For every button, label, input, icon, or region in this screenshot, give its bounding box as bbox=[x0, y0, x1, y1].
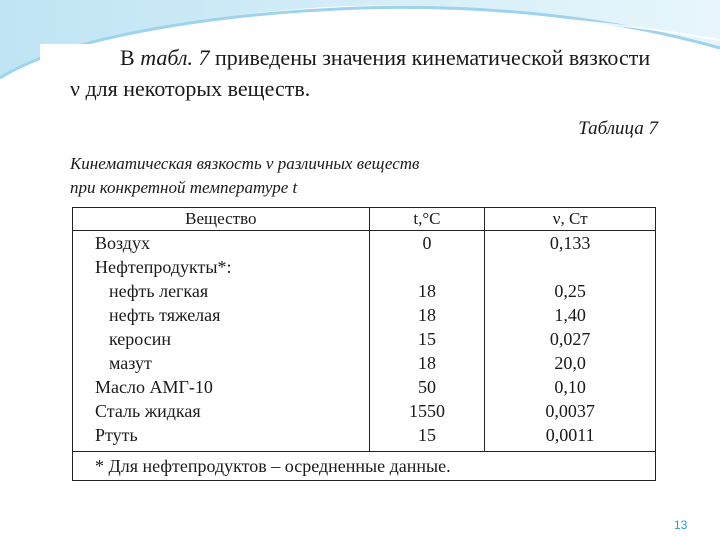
cell-temperature: 15 bbox=[369, 327, 485, 351]
table-row bbox=[73, 351, 656, 375]
cell-viscosity: 0,0011 bbox=[485, 423, 656, 452]
cell-substance: Сталь жидкая bbox=[73, 399, 370, 423]
cell-substance: Ртуть bbox=[73, 423, 370, 452]
intro-text-2: приведены значения кинематической вязкости bbox=[209, 45, 651, 70]
table-footnote: * Для нефтепродуктов – осредненные данные. bbox=[73, 452, 656, 481]
table-row bbox=[73, 375, 656, 399]
cell-viscosity: 20,0 bbox=[485, 351, 656, 375]
table-row bbox=[73, 423, 656, 452]
cell-substance: нефть тяжелая bbox=[73, 303, 370, 327]
table-row bbox=[73, 231, 656, 256]
table-caption bbox=[70, 152, 570, 200]
cell-viscosity: 0,133 bbox=[485, 231, 656, 256]
cell-temperature: 18 bbox=[369, 303, 485, 327]
header-substance: Вещество bbox=[73, 208, 370, 231]
table-row bbox=[73, 303, 656, 327]
viscosity-table bbox=[72, 207, 656, 481]
intro-paragraph bbox=[70, 42, 670, 104]
table-row bbox=[73, 399, 656, 423]
header-temperature: t,°C bbox=[369, 208, 485, 231]
table-row bbox=[73, 327, 656, 351]
cell-temperature: 50 bbox=[369, 375, 485, 399]
cell-temperature bbox=[369, 255, 485, 279]
table-row bbox=[73, 255, 656, 279]
intro-text-3: ν для некоторых веществ. bbox=[70, 76, 311, 101]
cell-viscosity: 0,0037 bbox=[485, 399, 656, 423]
cell-viscosity bbox=[485, 255, 656, 279]
page-number: 13 bbox=[674, 518, 688, 532]
header-viscosity: ν, Ст bbox=[485, 208, 656, 231]
cell-viscosity: 1,40 bbox=[485, 303, 656, 327]
cell-temperature: 1550 bbox=[369, 399, 485, 423]
table-header-row bbox=[73, 208, 656, 231]
cell-substance: Воздух bbox=[73, 231, 370, 256]
cell-substance: мазут bbox=[73, 351, 370, 375]
cell-viscosity: 0,10 bbox=[485, 375, 656, 399]
table-number-label: Таблица 7 bbox=[578, 118, 658, 139]
cell-temperature: 15 bbox=[369, 423, 485, 452]
cell-substance: Нефтепродукты*: bbox=[73, 255, 370, 279]
intro-text-1: В bbox=[120, 45, 141, 70]
caption-line-2: при конкретной температуре t bbox=[70, 178, 298, 197]
cell-substance: керосин bbox=[73, 327, 370, 351]
table-footnote-row bbox=[73, 452, 656, 481]
table-row bbox=[73, 279, 656, 303]
cell-viscosity: 0,25 bbox=[485, 279, 656, 303]
cell-substance: нефть легкая bbox=[73, 279, 370, 303]
cell-viscosity: 0,027 bbox=[485, 327, 656, 351]
cell-temperature: 18 bbox=[369, 351, 485, 375]
cell-temperature: 18 bbox=[369, 279, 485, 303]
intro-table-ref: табл. 7 bbox=[140, 45, 210, 70]
cell-temperature: 0 bbox=[369, 231, 485, 256]
cell-substance: Масло АМГ-10 bbox=[73, 375, 370, 399]
caption-line-1: Кинематическая вязкость ν различных веществ bbox=[70, 154, 420, 173]
